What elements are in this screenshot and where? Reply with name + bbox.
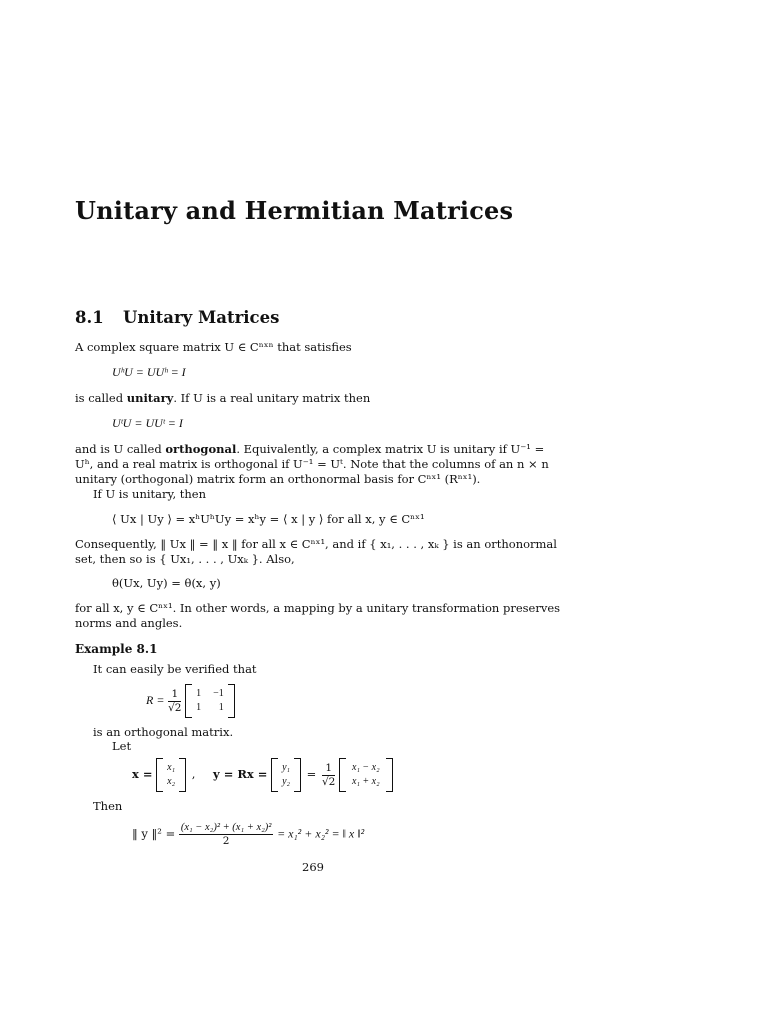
left-bracket	[271, 758, 278, 792]
rhs-entry: x₁ − x₂	[352, 762, 380, 773]
paragraph-3-line-2: Uʰ, and a real matrix is orthogonal if U⁻¹ = Uᵗ. Note that the columns of an n × n	[75, 457, 549, 471]
right-bracket	[228, 684, 235, 718]
norm-fraction	[179, 821, 274, 848]
norm-frac-den: 2	[222, 835, 230, 847]
example-line-4: Then	[93, 799, 123, 813]
y-lhs: y = Rx =	[213, 767, 268, 781]
r-lhs: R =	[146, 693, 165, 707]
vec-frac-den: √2	[321, 775, 336, 788]
term-orthogonal: orthogonal	[165, 442, 237, 456]
x-entry: x₁	[167, 762, 176, 773]
rhs-entry: x₁ + x₂	[352, 776, 380, 787]
rhs-vector	[346, 761, 386, 789]
y-entry: y₁	[282, 762, 291, 773]
left-bracket	[339, 758, 346, 792]
norm-frac-num: (x₁ − x₂)² + (x₁ + x₂)²	[180, 822, 272, 833]
section-title: Unitary Matrices	[123, 308, 280, 327]
equation-3: ⟨ Ux | Uy ⟩ = xʰUʰUy = xʰy = ⟨ x | y ⟩ for all x, y ∈ Cⁿˣ¹	[112, 512, 425, 526]
paragraph-1: A complex square matrix U ∈ Cⁿˣⁿ that satisfies	[75, 340, 352, 354]
paragraph-3-line-1	[75, 442, 544, 457]
equals: =	[306, 767, 317, 781]
r-frac-num: 1	[168, 688, 181, 702]
term-unitary: unitary	[126, 391, 174, 405]
equation-R	[146, 684, 235, 718]
comma: ,	[191, 767, 196, 781]
left-bracket	[156, 758, 163, 792]
y-entry: y₂	[282, 776, 291, 787]
para2-suffix: . If U is a real unitary matrix then	[173, 391, 371, 405]
x-lhs: x =	[132, 767, 153, 781]
example-line-1: It can easily be verified that	[93, 662, 257, 676]
x-vector	[163, 761, 179, 789]
para3-prefix: and is U called	[75, 442, 166, 456]
example-line-3: Let	[112, 739, 132, 753]
x-entry: x₂	[167, 776, 176, 787]
equation-norm	[132, 821, 364, 848]
example-title: Example 8.1	[75, 642, 158, 656]
paragraph-2	[75, 391, 370, 406]
norm-rhs: = x₁² + x₂² = ‖ x ‖²	[277, 826, 365, 841]
paragraph-4-line-1: Consequently, ‖ Ux ‖ = ‖ x ‖ for all x ∈ Cⁿˣ¹, and if { x₁, . . . , xₖ } is an orthonormal	[75, 537, 557, 551]
paragraph-5-line-2: norms and angles.	[75, 616, 183, 630]
equation-2: UᵗU = UUᵗ = I	[112, 416, 183, 430]
r-matrix	[192, 687, 228, 715]
chapter-title: Unitary and Hermitian Matrices	[75, 196, 514, 225]
norm-lhs: ‖ y ‖² =	[132, 826, 176, 841]
section-heading	[75, 308, 279, 327]
paragraph-4-line-2: set, then so is { Ux₁, . . . , Uxₖ }. Also,	[75, 552, 295, 566]
paragraph-5-line-1: for all x, y ∈ Cⁿˣ¹. In other words, a mapping by a unitary transformation preserves	[75, 601, 561, 615]
right-bracket	[386, 758, 393, 792]
r-fraction	[168, 688, 181, 715]
paragraph-3-line-4: If U is unitary, then	[93, 487, 207, 501]
r-matrix-cell: 1	[196, 688, 202, 699]
equation-vectors	[132, 758, 393, 792]
section-number: 8.1	[75, 308, 104, 327]
r-matrix-cell: 1	[218, 702, 224, 713]
right-bracket	[179, 758, 186, 792]
r-frac-den: √2	[168, 701, 182, 714]
para2-prefix: is called	[75, 391, 127, 405]
r-matrix-cell: −1	[213, 688, 224, 699]
example-line-2: is an orthogonal matrix.	[93, 725, 234, 739]
para3-suffix: . Equivalently, a complex matrix U is unitary if U⁻¹ =	[236, 442, 545, 456]
equation-1: UʰU = UUʰ = I	[112, 365, 186, 379]
right-bracket	[294, 758, 301, 792]
vec-frac-num: 1	[322, 762, 335, 776]
paragraph-3-line-3: unitary (orthogonal) matrix form an orthonormal basis for Cⁿˣ¹ (Rⁿˣ¹).	[75, 472, 481, 486]
r-matrix-cell: 1	[196, 702, 202, 713]
vec-fraction	[322, 762, 335, 789]
left-bracket	[185, 684, 192, 718]
equation-4: θ(Ux, Uy) = θ(x, y)	[112, 576, 221, 590]
page-number: 269	[302, 860, 324, 874]
y-vector	[278, 761, 294, 789]
